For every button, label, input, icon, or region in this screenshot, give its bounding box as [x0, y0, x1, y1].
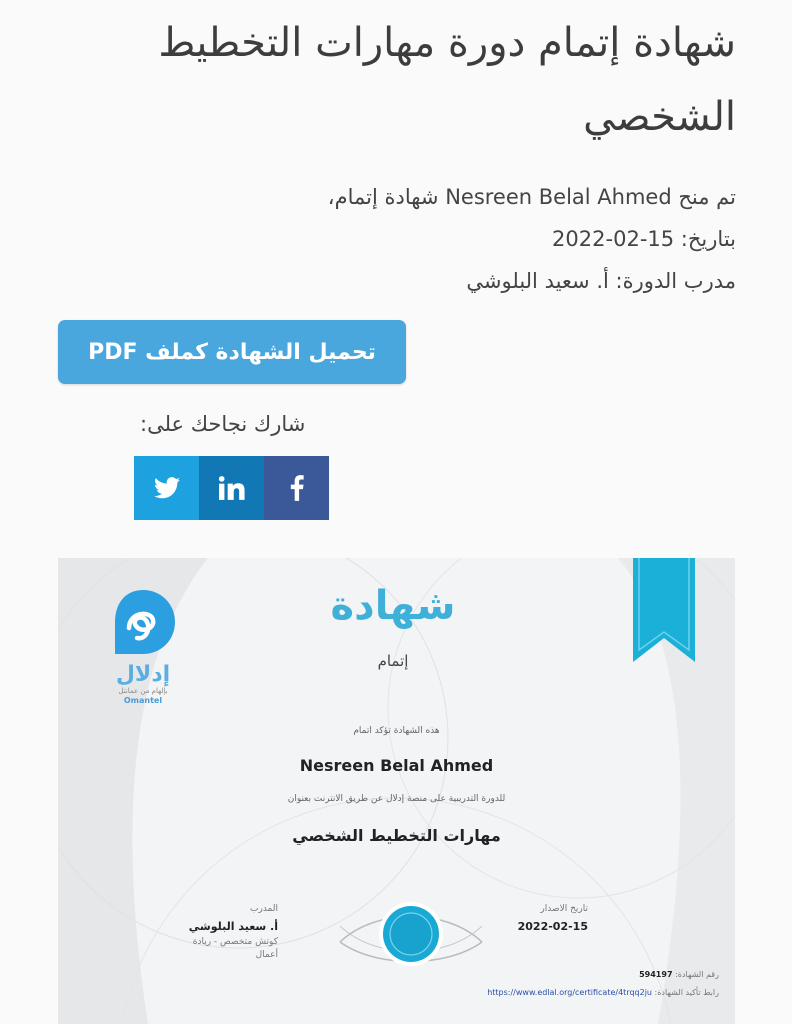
course-description: للدورة التدريبية على منصة إدلال عن طريق الانترنت بعنوان: [287, 794, 506, 804]
edlal-logo: [88, 588, 198, 706]
linkedin-share-button[interactable]: [199, 456, 264, 520]
trainer-name: أ. سعيد البلوشي: [188, 920, 278, 933]
certificate-image: [58, 558, 735, 1024]
social-share-bar: [134, 456, 329, 520]
ribbon-bookmark: [633, 558, 695, 662]
twitter-share-button[interactable]: [134, 456, 199, 520]
brand-subtitle: إتمام: [377, 652, 409, 670]
certificate-url-link[interactable]: https://www.edlal.org/certificate/4trqq2ju: [487, 988, 652, 997]
confirm-text: هذه الشهادة تؤكد اتمام: [353, 726, 440, 736]
certificate-url: [487, 988, 719, 997]
certificate-number: [639, 970, 719, 979]
edlal-logo-text: إدلال: [115, 662, 171, 687]
awarded-line: تم منح Nesreen Belal Ahmed شهادة إتمام،: [327, 185, 736, 209]
date-line: بتاريخ: 15-02-2022: [552, 227, 736, 251]
facebook-share-button[interactable]: [264, 456, 329, 520]
trainer-label: المدرب: [250, 904, 278, 914]
certificate-number-label: رقم الشهادة:: [675, 970, 719, 979]
issue-block: [498, 904, 588, 933]
trainer-role: كوتش متخصص - ريادة أعمال: [192, 937, 278, 960]
course-name: مهارات التخطيط الشخصي: [292, 826, 501, 845]
recipient-name: Nesreen Belal Ahmed: [299, 756, 494, 775]
facebook-icon: [290, 475, 304, 501]
edlal-logo-sub: بإلهام من عمانتل: [118, 687, 168, 695]
seal-icon: [336, 898, 486, 968]
certificate-brand: [328, 578, 458, 670]
omantel-text: Omantel: [123, 696, 163, 705]
certificate-url-label: رابط تأكيد الشهادة:: [654, 988, 719, 997]
issue-label: تاريخ الاصدار: [540, 904, 588, 914]
certificate-meta: [328, 176, 736, 302]
linkedin-icon: [219, 476, 245, 500]
trainer-line: مدرب الدورة: أ. سعيد البلوشي: [466, 269, 736, 293]
edlal-logo-mark: [109, 588, 177, 656]
page-title: شهادة إتمام دورة مهارات التخطيط الشخصي: [158, 20, 736, 140]
certificate-number-value: 594197: [639, 970, 673, 979]
brand-calligraphy: شهادة: [330, 583, 456, 629]
issue-date: 2022-02-15: [517, 920, 588, 933]
share-label: شارك نجاحك على:: [140, 412, 306, 436]
download-pdf-button[interactable]: تحميل الشهادة كملف PDF: [58, 320, 406, 384]
twitter-icon: [154, 477, 180, 499]
trainer-block: [168, 904, 278, 962]
